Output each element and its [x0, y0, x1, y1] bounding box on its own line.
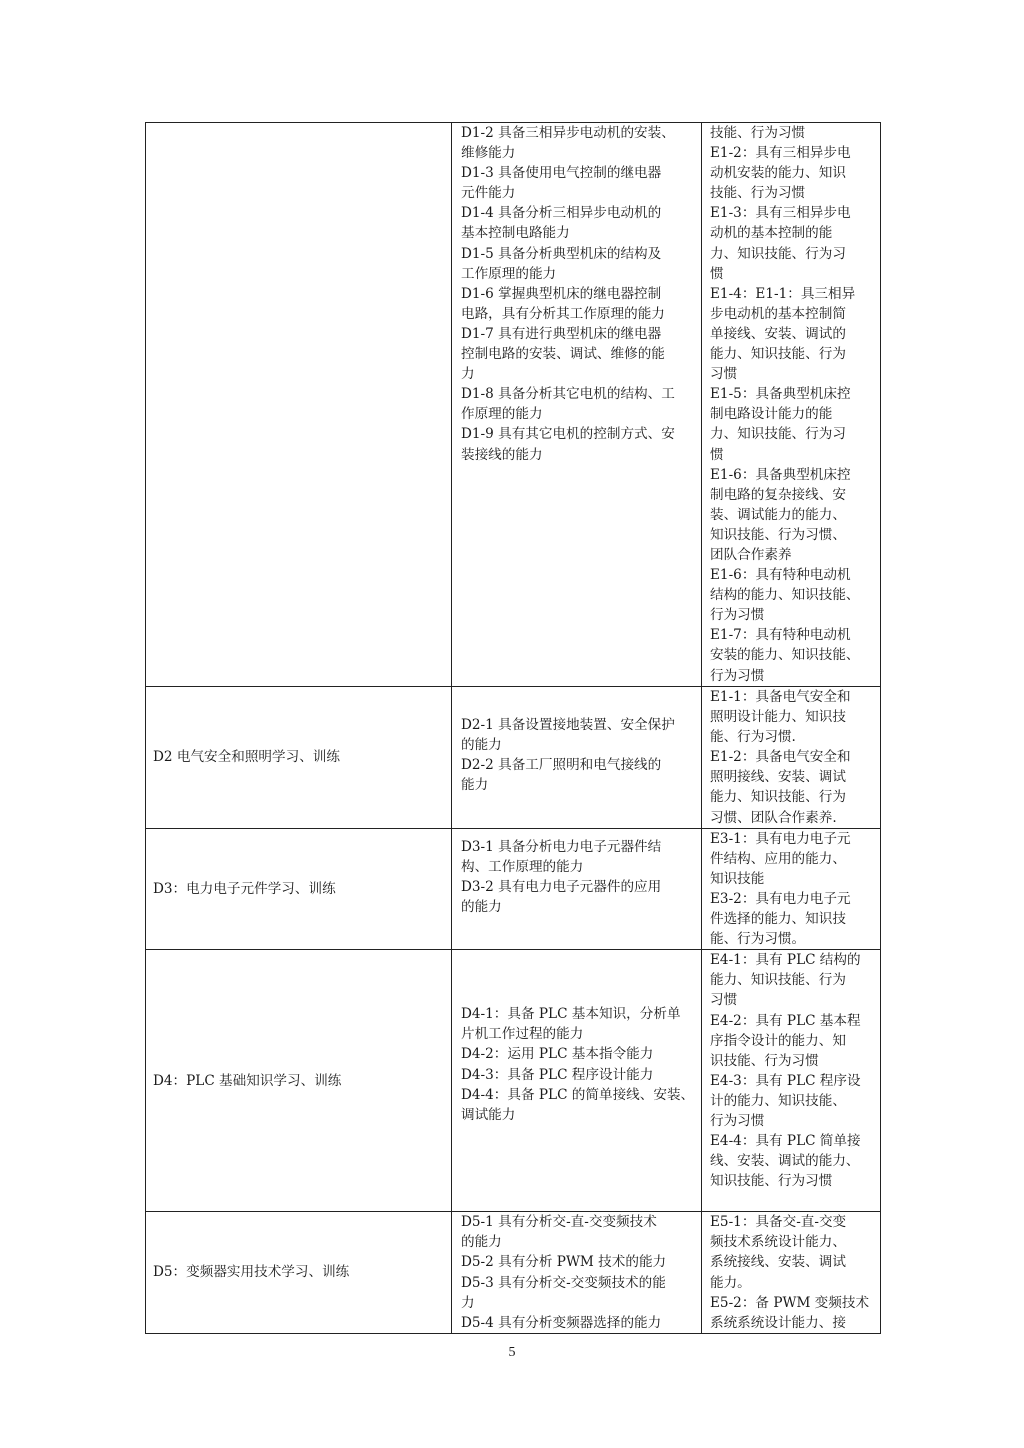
objective-line: 能力。 [710, 1274, 751, 1291]
curriculum-table [145, 122, 881, 1334]
objective-line: 惯 [710, 265, 724, 282]
objective-line: E1-4：E1-1：具三相异 [710, 285, 856, 302]
objective-line: 行为习惯 [710, 667, 765, 684]
objective-line: 照明设计能力、知识技 [710, 709, 846, 726]
objective-line: E4-1：具有 PLC 结构的 [710, 952, 861, 969]
module-cell [146, 950, 452, 1212]
objective-line: E1-6：具备典型机床控 [710, 466, 851, 483]
table-row [146, 1212, 881, 1334]
page-number: 5 [508, 1345, 516, 1360]
objective-line: 步电动机的基本控制简 [710, 305, 846, 322]
module-cell [146, 828, 452, 950]
objective-line: 习惯、团队合作素养. [710, 809, 837, 826]
module-name: D3：电力电子元件学习、训练 [153, 880, 336, 897]
ability-line: 装接线的能力 [461, 446, 543, 463]
ability-line: D1-4 具备分析三相异步电动机的 [461, 205, 662, 222]
objective-cell [702, 123, 881, 687]
objective-line: 能力、知识技能、行为 [710, 789, 846, 806]
objective-line: E5-2：备 PWM 变频技术 [710, 1294, 870, 1311]
objective-line: E1-1：具备电气安全和 [710, 689, 851, 705]
module-name: D4：PLC 基础知识学习、训练 [153, 1072, 342, 1089]
objective-line: 单接线、安装、调试的 [710, 325, 846, 342]
ability-line: D5-4 具有分析变频器选择的能力 [461, 1314, 662, 1331]
ability-line: D1-3 具备使用电气控制的继电器 [461, 165, 662, 182]
objective-line: 序指令设计的能力、知 [710, 1032, 846, 1049]
objective-line: E3-2：具有电力电子元 [710, 890, 851, 907]
table-row [146, 950, 881, 1212]
ability-line: D1-7 具有进行典型机床的继电器 [461, 325, 662, 342]
ability-line: 的能力 [461, 898, 502, 915]
objective-line: 知识技能、行为习惯、 [710, 526, 846, 543]
ability-line: D1-9 具有其它电机的控制方式、安 [461, 426, 675, 443]
ability-cell [452, 123, 702, 687]
ability-line: 构、工作原理的能力 [461, 858, 584, 875]
objective-line: 安装的能力、知识技能、 [710, 647, 860, 664]
objective-line: 力、知识技能、行为习 [710, 245, 846, 262]
ability-line: 调试能力 [461, 1106, 516, 1123]
objective-line: 制电路的复杂接线、安 [710, 486, 846, 503]
objective-line: 识技能、行为习惯 [710, 1052, 819, 1069]
ability-line: D1-5 具备分析典型机床的结构及 [461, 245, 662, 262]
ability-cell [452, 687, 702, 829]
ability-line: D3-1 具备分析电力电子元器件结 [461, 838, 662, 855]
module-name: D2 电气安全和照明学习、训练 [153, 749, 340, 766]
ability-line: 基本控制电路能力 [461, 225, 570, 242]
table-body [146, 123, 881, 1334]
ability-line: D4-1：具备 PLC 基本知识，分析单 [461, 1006, 681, 1023]
objective-line: E5-1：具备交-直-交变 [710, 1214, 847, 1231]
objective-line: E1-7：具有特种电动机 [710, 627, 851, 644]
objective-line: 知识技能、行为习惯 [710, 1173, 833, 1190]
table-row [146, 123, 881, 687]
objective-line: 力、知识技能、行为习 [710, 426, 846, 443]
objective-line: E1-3：具有三相异步电 [710, 205, 851, 222]
objective-line: 习惯 [710, 992, 738, 1009]
ability-line: 元件能力 [461, 185, 516, 202]
objective-line: 行为习惯 [710, 1112, 765, 1129]
objective-cell [702, 1212, 881, 1334]
ability-line: D2-1 具备设置接地装置、安全保护 [461, 717, 675, 733]
ability-line: 片机工作过程的能力 [461, 1026, 584, 1043]
ability-line: D1-6 掌握典型机床的继电器控制 [461, 285, 662, 302]
objective-cell [702, 687, 881, 829]
objective-line: E4-3：具有 PLC 程序设 [710, 1072, 861, 1089]
ability-line: 能力 [461, 777, 489, 794]
objective-line: 习惯 [710, 366, 738, 383]
ability-line: D5-3 具有分析交-交变频技术的能 [461, 1274, 666, 1291]
objective-line: 技能、行为习惯 [710, 185, 806, 202]
objective-line: 件选择的能力、知识技 [710, 911, 846, 928]
objective-line: 结构的能力、知识技能、 [710, 587, 860, 604]
ability-cell [452, 828, 702, 950]
ability-line: D2-2 具备工厂照明和电气接线的 [461, 757, 662, 774]
objective-line: 线、安装、调试的能力、 [710, 1153, 860, 1170]
ability-line: 作原理的能力 [461, 406, 543, 423]
objective-line: 团队合作素养 [710, 546, 792, 563]
objective-line: 能力、知识技能、行为 [710, 972, 846, 989]
objective-line: 装、调试能力的能力、 [710, 506, 846, 523]
objective-line: 系统接线、安装、调试 [710, 1254, 846, 1271]
ability-line: 的能力 [461, 1234, 502, 1251]
objective-line: E1-6：具有特种电动机 [710, 567, 851, 584]
objective-line: 动机的基本控制的能 [710, 225, 833, 242]
objective-line: 计的能力、知识技能、 [710, 1092, 846, 1109]
objective-line: 能、行为习惯。 [710, 931, 806, 948]
ability-line: 工作原理的能力 [461, 265, 557, 282]
objective-line: 知识技能 [710, 870, 765, 887]
module-name: D5：变频器实用技术学习、训练 [153, 1264, 350, 1281]
ability-line: D4-3：具备 PLC 程序设计能力 [461, 1066, 654, 1083]
objective-line: 件结构、应用的能力、 [710, 850, 846, 867]
objective-line: E1-5：具备典型机床控 [710, 386, 851, 403]
ability-line: 力 [461, 366, 475, 383]
ability-line: D4-2：运用 PLC 基本指令能力 [461, 1046, 654, 1063]
objective-line: 惯 [710, 446, 724, 463]
ability-line: 控制电路的安装、调试、维修的能 [461, 346, 665, 363]
ability-line: D1-2 具备三相异步电动机的安装、 [461, 125, 675, 141]
objective-line: 能力、知识技能、行为 [710, 346, 846, 363]
ability-cell [452, 950, 702, 1212]
objective-line: 制电路设计能力的能 [710, 406, 833, 423]
table-row [146, 687, 881, 829]
ability-line: 维修能力 [461, 145, 516, 162]
objective-line: 频技术系统设计能力、 [710, 1234, 846, 1251]
objective-cell [702, 828, 881, 950]
ability-line: D3-2 具有电力电子元器件的应用 [461, 878, 662, 895]
objective-line: E4-2：具有 PLC 基本程 [710, 1012, 861, 1029]
ability-line: D5-2 具有分析 PWM 技术的能力 [461, 1254, 667, 1271]
ability-cell [452, 1212, 702, 1334]
module-cell [146, 687, 452, 829]
objective-line: E4-4：具有 PLC 简单接 [710, 1133, 861, 1150]
objective-line: 能、行为习惯. [710, 729, 796, 746]
objective-cell [702, 950, 881, 1212]
objective-line: 技能、行为习惯 [710, 125, 806, 141]
objective-line: 照明接线、安装、调试 [710, 769, 846, 786]
ability-line: D4-4：具备 PLC 的简单接线、安装、 [461, 1086, 695, 1103]
ability-line: 力 [461, 1294, 475, 1311]
objective-line: 系统系统设计能力、接 [710, 1314, 846, 1331]
module-cell [146, 123, 452, 687]
ability-line: D5-1 具有分析交-直-交变频技术 [461, 1214, 657, 1231]
ability-line: 的能力 [461, 737, 502, 754]
objective-line: E1-2：具备电气安全和 [710, 749, 851, 766]
module-cell [146, 1212, 452, 1334]
ability-line: 电路，具有分析其工作原理的能力 [461, 305, 665, 322]
objective-line: E3-1：具有电力电子元 [710, 830, 851, 847]
table-row [146, 828, 881, 950]
objective-line: E1-2：具有三相异步电 [710, 145, 851, 162]
objective-line: 动机安装的能力、知识 [710, 165, 846, 182]
objective-line: 行为习惯 [710, 607, 765, 624]
ability-line: D1-8 具备分析其它电机的结构、工 [461, 386, 675, 403]
